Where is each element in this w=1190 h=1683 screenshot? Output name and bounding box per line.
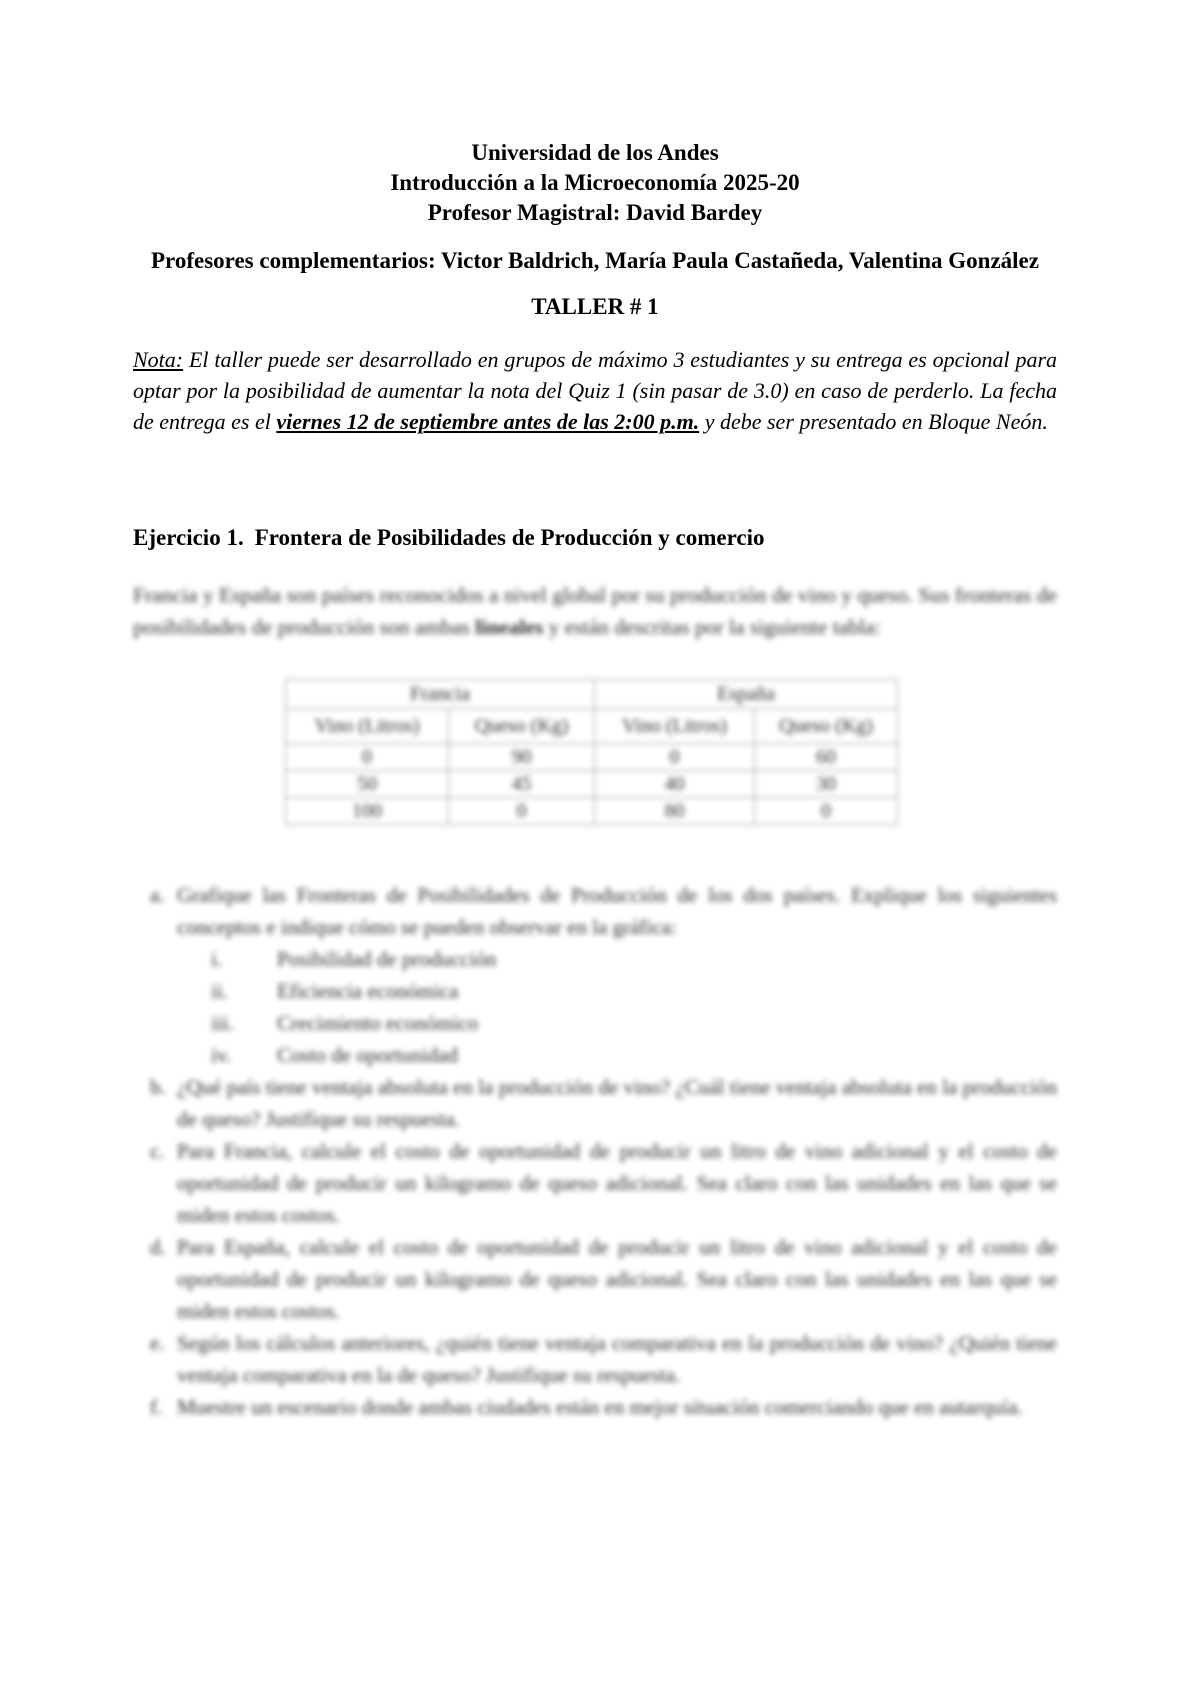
list-item-f xyxy=(133,1391,1057,1423)
sub-item-text: Costo de oportunidad xyxy=(277,1043,458,1067)
table-cell: 40 xyxy=(595,771,755,798)
intro-text-before-bold: Francia y España son países reconocidos a nivel global por su producción de vino y queso. Sus fronteras de posibilidades de producción son ambas xyxy=(133,583,1057,639)
list-item-c xyxy=(133,1135,1057,1231)
table-row xyxy=(286,798,898,825)
table-cell: 0 xyxy=(449,798,595,825)
column-header-vino-francia: Vino (Litros) xyxy=(286,709,449,744)
note-text-after-deadline: y debe ser presentado en Bloque Neón. xyxy=(704,409,1048,434)
column-header-row xyxy=(286,709,898,744)
sub-item-ii xyxy=(133,975,1057,1007)
table-cell: 0 xyxy=(595,744,755,771)
sub-item-text: Posibilidad de producción xyxy=(277,947,497,971)
item-text: Según los cálculos anteriores, ¿quién tiene ventaja comparativa en la producción de vino? ¿Quién tiene ventaja comparativa en la de queso? Justifique su respuesta. xyxy=(177,1331,1057,1387)
column-header-queso-francia: Queso (Kg) xyxy=(449,709,595,744)
table-cell: 0 xyxy=(755,798,898,825)
item-text: Para Francia, calcule el costo de oportunidad de producir un litro de vino adicional y el costo de oportunidad de producir un kilogramo de queso adicional. Sea claro con las unidades en las que se miden estos costos. xyxy=(177,1139,1057,1227)
country-header-francia: Francia xyxy=(286,680,595,709)
sub-item-iii xyxy=(133,1007,1057,1039)
sub-item-iv xyxy=(133,1039,1057,1071)
item-label: e. xyxy=(150,1331,165,1355)
country-header-espana: España xyxy=(595,680,898,709)
intro-text-after-bold: y están descritas por la siguiente tabla: xyxy=(548,615,881,639)
exercise-heading xyxy=(133,523,1057,553)
sub-item-i xyxy=(133,943,1057,975)
sub-item-label: i. xyxy=(211,947,223,971)
list-item-d xyxy=(133,1231,1057,1327)
intro-bold-word: lineales xyxy=(475,615,544,639)
table-cell: 100 xyxy=(286,798,449,825)
item-label: b. xyxy=(150,1075,166,1099)
table-cell: 80 xyxy=(595,798,755,825)
item-label: c. xyxy=(150,1139,165,1163)
item-label: f. xyxy=(150,1395,163,1419)
document-header xyxy=(133,0,1057,228)
sub-item-label: ii. xyxy=(211,979,228,1003)
column-header-vino-espana: Vino (Litros) xyxy=(595,709,755,744)
exercise-number: Ejercicio 1. xyxy=(133,525,244,550)
table-cell: 60 xyxy=(755,744,898,771)
deadline-text: viernes 12 de septiembre antes de las 2:00 p.m. xyxy=(276,409,700,434)
course-title: Introducción a la Microeconomía 2025-20 xyxy=(390,170,800,195)
exercise-intro xyxy=(133,579,1057,643)
column-header-queso-espana: Queso (Kg) xyxy=(755,709,898,744)
sub-item-text: Crecimiento económico xyxy=(277,1011,479,1035)
exercise-item-list xyxy=(133,879,1057,1423)
table-cell: 0 xyxy=(286,744,449,771)
workshop-title: TALLER # 1 xyxy=(531,294,659,319)
item-text: ¿Qué país tiene ventaja absoluta en la producción de vino? ¿Cuál tiene ventaja absoluta en la producción de queso? Justifique su respuesta. xyxy=(177,1075,1057,1131)
exercise-title: Frontera de Posibilidades de Producción y comercio xyxy=(254,525,765,550)
blurred-exercise-body xyxy=(133,579,1057,1423)
note-paragraph xyxy=(133,344,1057,437)
table-cell: 50 xyxy=(286,771,449,798)
list-item-e xyxy=(133,1327,1057,1391)
sub-item-label: iv. xyxy=(211,1043,232,1067)
sub-item-label: iii. xyxy=(211,1011,234,1035)
item-label: a. xyxy=(150,883,165,907)
sub-item-text: Eficiencia económica xyxy=(277,979,459,1003)
country-header-row xyxy=(286,680,898,709)
list-item-b xyxy=(133,1071,1057,1135)
professor-line: Profesor Magistral: David Bardey xyxy=(427,200,763,225)
list-item-a xyxy=(133,879,1057,943)
table-cell: 45 xyxy=(449,771,595,798)
table-cell: 90 xyxy=(449,744,595,771)
table-row xyxy=(286,771,898,798)
page-content xyxy=(133,0,1057,1423)
item-text: Para España, calcule el costo de oportunidad de producir un litro de vino adicional y el costo de oportunidad de producir un kilogramo de queso adicional. Sea claro con las unidades en las que se miden estos costos. xyxy=(177,1235,1057,1323)
note-label: Nota: xyxy=(133,347,184,372)
item-text: Grafique las Fronteras de Posibilidades de Producción de los dos países. Explique los siguientes conceptos e indique cómo se pueden observar en la gráfica: xyxy=(177,883,1057,939)
item-label: d. xyxy=(150,1235,166,1259)
production-possibilities-table xyxy=(285,679,898,825)
complementary-professors: Profesores complementarios: Victor Baldrich, María Paula Castañeda, Valentina González xyxy=(151,248,1039,273)
note-text-before-deadline: El taller puede ser desarrollado en grupos de máximo 3 estudiantes y su entrega es opcional para optar por la posibilidad de aumentar la nota del Quiz 1 (sin pasar de 3.0) en caso de perderlo. La fecha de entrega es el xyxy=(133,347,1058,434)
item-text: Muestre un escenario donde ambas ciudades están en mejor situación comerciando que en autarquía. xyxy=(177,1395,1023,1419)
table-row xyxy=(286,744,898,771)
university-name: Universidad de los Andes xyxy=(471,140,719,165)
table-cell: 30 xyxy=(755,771,898,798)
